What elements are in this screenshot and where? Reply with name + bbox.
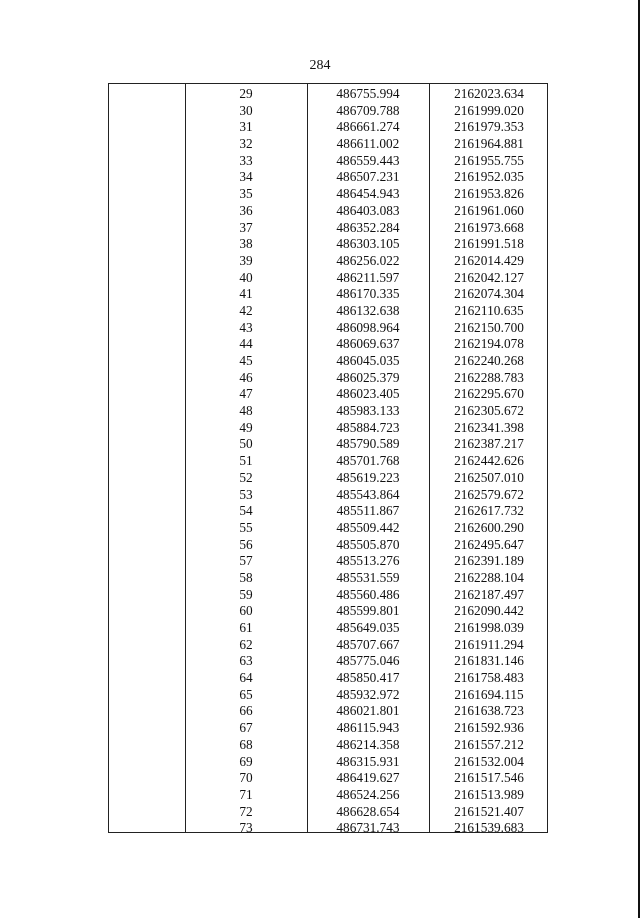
y-coordinate-cell: 2161831.146 <box>454 653 524 669</box>
table-row <box>109 86 547 103</box>
point-number-cell: 58 <box>239 569 253 585</box>
table-row <box>109 587 547 604</box>
point-number-cell: 73 <box>239 820 253 836</box>
point-number-cell: 53 <box>239 486 253 502</box>
x-coordinate-cell: 486256.022 <box>336 252 400 268</box>
point-number-cell: 51 <box>239 453 253 469</box>
y-coordinate-cell: 2161973.668 <box>454 219 524 235</box>
point-number-cell: 39 <box>239 252 253 268</box>
x-coordinate-cell: 485775.046 <box>336 653 400 669</box>
table-row <box>109 537 547 554</box>
table-body <box>109 86 547 837</box>
x-coordinate-cell: 485505.870 <box>336 536 400 552</box>
y-coordinate-cell: 2162295.670 <box>454 386 524 402</box>
table-row <box>109 136 547 153</box>
table-row <box>109 103 547 120</box>
x-coordinate-cell: 485513.276 <box>336 553 400 569</box>
table-row <box>109 653 547 670</box>
table-row <box>109 370 547 387</box>
point-number-cell: 59 <box>239 586 253 602</box>
y-coordinate-cell: 2161638.723 <box>454 703 524 719</box>
table-row <box>109 503 547 520</box>
point-number-cell: 70 <box>239 770 253 786</box>
table-row <box>109 386 547 403</box>
table-row <box>109 603 547 620</box>
x-coordinate-cell: 486214.358 <box>336 736 400 752</box>
point-number-cell: 46 <box>239 369 253 385</box>
y-coordinate-cell: 2162442.626 <box>454 453 524 469</box>
y-coordinate-cell: 2162617.732 <box>454 503 524 519</box>
y-coordinate-cell: 2161532.004 <box>454 753 524 769</box>
table-row <box>109 286 547 303</box>
y-coordinate-cell: 2162023.634 <box>454 86 524 101</box>
x-coordinate-cell: 485701.768 <box>336 453 400 469</box>
x-coordinate-cell: 486069.637 <box>336 336 400 352</box>
point-number-cell: 60 <box>239 603 253 619</box>
table-row <box>109 320 547 337</box>
y-coordinate-cell: 2161758.483 <box>454 670 524 686</box>
y-coordinate-cell: 2161979.353 <box>454 119 524 135</box>
point-number-cell: 49 <box>239 419 253 435</box>
point-number-cell: 41 <box>239 286 253 302</box>
y-coordinate-cell: 2162014.429 <box>454 252 524 268</box>
point-number-cell: 44 <box>239 336 253 352</box>
y-coordinate-cell: 2162110.635 <box>454 302 524 318</box>
y-coordinate-cell: 2162600.290 <box>454 519 524 535</box>
point-number-cell: 56 <box>239 536 253 552</box>
x-coordinate-cell: 486611.002 <box>336 136 400 152</box>
point-number-cell: 29 <box>239 86 253 101</box>
point-number-cell: 67 <box>239 720 253 736</box>
point-number-cell: 61 <box>239 620 253 635</box>
table-row <box>109 737 547 754</box>
x-coordinate-cell: 486115.943 <box>336 720 400 736</box>
x-coordinate-cell: 486524.256 <box>336 786 400 802</box>
table-row <box>109 703 547 720</box>
point-number-cell: 52 <box>239 469 253 485</box>
y-coordinate-cell: 2162387.217 <box>454 436 524 452</box>
x-coordinate-cell: 485707.667 <box>336 636 400 652</box>
point-number-cell: 68 <box>239 736 253 752</box>
x-coordinate-cell: 485599.801 <box>336 603 400 619</box>
x-coordinate-cell: 486419.627 <box>336 770 400 786</box>
y-coordinate-cell: 2162194.078 <box>454 336 524 352</box>
y-coordinate-cell: 2162288.783 <box>454 369 524 385</box>
x-coordinate-cell: 486023.405 <box>336 386 400 402</box>
x-coordinate-cell: 486303.105 <box>336 236 400 252</box>
x-coordinate-cell: 486315.931 <box>336 753 400 769</box>
x-coordinate-cell: 486454.943 <box>336 186 400 202</box>
x-coordinate-cell: 486709.788 <box>336 102 400 118</box>
table-row <box>109 470 547 487</box>
y-coordinate-cell: 2161521.407 <box>454 803 524 819</box>
point-number-cell: 48 <box>239 403 253 419</box>
table-row <box>109 770 547 787</box>
x-coordinate-cell: 486755.994 <box>336 86 400 101</box>
point-number-cell: 36 <box>239 202 253 218</box>
y-coordinate-cell: 2161539.683 <box>454 820 524 836</box>
table-row <box>109 169 547 186</box>
table-row <box>109 754 547 771</box>
table-row <box>109 570 547 587</box>
x-coordinate-cell: 486559.443 <box>336 152 400 168</box>
y-coordinate-cell: 2161952.035 <box>454 169 524 185</box>
table-row <box>109 203 547 220</box>
y-coordinate-cell: 2162150.700 <box>454 319 524 335</box>
point-number-cell: 30 <box>239 102 253 118</box>
point-number-cell: 57 <box>239 553 253 569</box>
point-number-cell: 37 <box>239 219 253 235</box>
point-number-cell: 31 <box>239 119 253 135</box>
y-coordinate-cell: 2162187.497 <box>454 586 524 602</box>
point-number-cell: 42 <box>239 302 253 318</box>
table-row <box>109 270 547 287</box>
y-coordinate-cell: 2161513.989 <box>454 786 524 802</box>
coordinate-table <box>108 83 548 836</box>
table-row <box>109 403 547 420</box>
table-row <box>109 303 547 320</box>
table-row <box>109 687 547 704</box>
table-row <box>109 353 547 370</box>
y-coordinate-cell: 2162341.398 <box>454 419 524 435</box>
x-coordinate-cell: 486170.335 <box>336 286 400 302</box>
point-number-cell: 40 <box>239 269 253 285</box>
y-coordinate-cell: 2161955.755 <box>454 152 524 168</box>
table-row <box>109 220 547 237</box>
x-coordinate-cell: 485619.223 <box>336 469 400 485</box>
table-row <box>109 804 547 821</box>
y-coordinate-cell: 2162074.304 <box>454 286 524 302</box>
point-number-cell: 63 <box>239 653 253 669</box>
x-coordinate-cell: 486045.035 <box>336 353 400 368</box>
y-coordinate-cell: 2162288.104 <box>454 569 524 585</box>
point-number-cell: 62 <box>239 636 253 652</box>
x-coordinate-cell: 486211.597 <box>336 269 400 285</box>
x-coordinate-cell: 486352.284 <box>336 219 400 235</box>
table-row <box>109 553 547 570</box>
point-number-cell: 47 <box>239 386 253 402</box>
table-row <box>109 336 547 353</box>
table-row <box>109 153 547 170</box>
y-coordinate-cell: 2162507.010 <box>454 469 524 485</box>
y-coordinate-cell: 2162240.268 <box>454 353 524 368</box>
x-coordinate-cell: 485850.417 <box>336 670 400 686</box>
table-row <box>109 720 547 737</box>
x-coordinate-cell: 485884.723 <box>336 419 400 435</box>
y-coordinate-cell: 2162579.672 <box>454 486 524 502</box>
table-row <box>109 436 547 453</box>
y-coordinate-cell: 2161557.212 <box>454 736 524 752</box>
point-number-cell: 54 <box>239 503 253 519</box>
point-number-cell: 64 <box>239 670 253 686</box>
point-number-cell: 69 <box>239 753 253 769</box>
table-row <box>109 420 547 437</box>
table-row <box>109 453 547 470</box>
x-coordinate-cell: 486507.231 <box>336 169 400 185</box>
point-number-cell: 50 <box>239 436 253 452</box>
point-number-cell: 38 <box>239 236 253 252</box>
table-row <box>109 787 547 804</box>
x-coordinate-cell: 486661.274 <box>336 119 400 135</box>
x-coordinate-cell: 486132.638 <box>336 302 400 318</box>
y-coordinate-cell: 2161991.518 <box>454 236 524 252</box>
x-coordinate-cell: 486025.379 <box>336 369 400 385</box>
page-number: 284 <box>309 58 331 73</box>
table-row <box>109 119 547 136</box>
y-coordinate-cell: 2161964.881 <box>454 136 524 152</box>
table-row <box>109 186 547 203</box>
y-coordinate-cell: 2161953.826 <box>454 186 524 202</box>
y-coordinate-cell: 2162305.672 <box>454 403 524 419</box>
table-row <box>109 620 547 637</box>
x-coordinate-cell: 485983.133 <box>336 403 400 419</box>
point-number-cell: 71 <box>239 786 253 802</box>
table-row <box>109 637 547 654</box>
x-coordinate-cell: 486731.743 <box>336 820 400 836</box>
table-row <box>109 820 547 837</box>
point-number-cell: 33 <box>239 152 253 168</box>
y-coordinate-cell: 2162391.189 <box>454 553 524 569</box>
x-coordinate-cell: 486098.964 <box>336 319 400 335</box>
y-coordinate-cell: 2161592.936 <box>454 720 524 736</box>
x-coordinate-cell: 485543.864 <box>336 486 400 502</box>
y-coordinate-cell: 2162090.442 <box>454 603 524 619</box>
point-number-cell: 66 <box>239 703 253 719</box>
x-coordinate-cell: 485790.589 <box>336 436 400 452</box>
x-coordinate-cell: 485511.867 <box>336 503 400 519</box>
x-coordinate-cell: 486403.083 <box>336 202 400 218</box>
x-coordinate-cell: 485649.035 <box>336 620 400 635</box>
point-number-cell: 65 <box>239 686 253 702</box>
y-coordinate-cell: 2161998.039 <box>454 620 524 635</box>
x-coordinate-cell: 485509.442 <box>336 519 400 535</box>
y-coordinate-cell: 2161999.020 <box>454 102 524 118</box>
y-coordinate-cell: 2161517.546 <box>454 770 524 786</box>
x-coordinate-cell: 485932.972 <box>336 686 400 702</box>
point-number-cell: 35 <box>239 186 253 202</box>
y-coordinate-cell: 2162495.647 <box>454 536 524 552</box>
point-number-cell: 32 <box>239 136 253 152</box>
table-row <box>109 520 547 537</box>
point-number-cell: 45 <box>239 353 253 368</box>
x-coordinate-cell: 486021.801 <box>336 703 400 719</box>
point-number-cell: 55 <box>239 519 253 535</box>
y-coordinate-cell: 2161961.060 <box>454 202 524 218</box>
point-number-cell: 43 <box>239 319 253 335</box>
point-number-cell: 34 <box>239 169 253 185</box>
table-row <box>109 253 547 270</box>
x-coordinate-cell: 485531.559 <box>336 569 400 585</box>
table-row <box>109 236 547 253</box>
x-coordinate-cell: 485560.486 <box>336 586 400 602</box>
y-coordinate-cell: 2161694.115 <box>454 686 524 702</box>
y-coordinate-cell: 2161911.294 <box>454 636 524 652</box>
table-row <box>109 670 547 687</box>
y-coordinate-cell: 2162042.127 <box>454 269 524 285</box>
table-row <box>109 487 547 504</box>
point-number-cell: 72 <box>239 803 253 819</box>
x-coordinate-cell: 486628.654 <box>336 803 400 819</box>
